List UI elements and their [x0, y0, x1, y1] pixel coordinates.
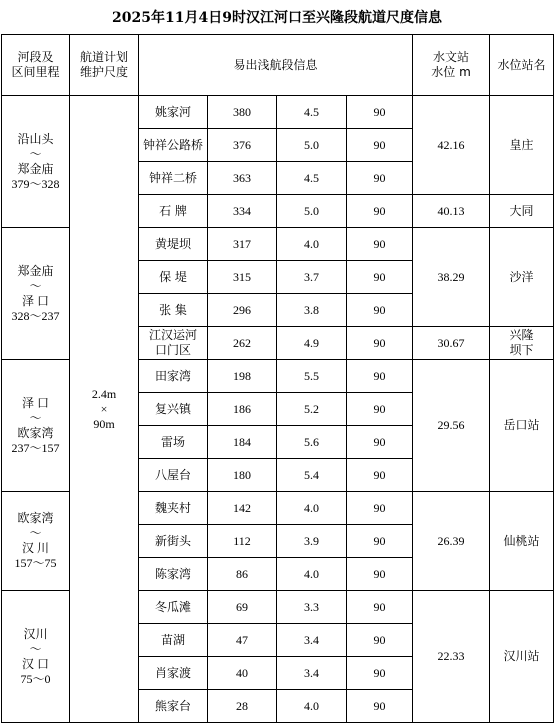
station-level: 22.33 [413, 591, 490, 723]
shallow-width: 90 [347, 459, 413, 492]
shallow-mileage: 40 [208, 657, 277, 690]
shallow-mileage: 86 [208, 558, 277, 591]
shallow-mileage: 380 [208, 96, 277, 129]
shallow-mileage: 262 [208, 327, 277, 360]
shallow-depth: 4.0 [277, 558, 347, 591]
shallow-mileage: 112 [208, 525, 277, 558]
shallow-depth: 3.4 [277, 657, 347, 690]
table-row [2, 96, 554, 129]
shallow-mileage: 69 [208, 591, 277, 624]
shallow-depth: 5.2 [277, 393, 347, 426]
shallow-name: 田家湾 [139, 360, 208, 393]
header-station-level: 水文站 水位 m [413, 35, 490, 96]
shallow-width: 90 [347, 591, 413, 624]
station-name: 沙洋 [490, 228, 554, 327]
channel-dimension-table [1, 34, 554, 723]
shallow-width: 90 [347, 294, 413, 327]
station-name: 大同 [490, 195, 554, 228]
shallow-width: 90 [347, 657, 413, 690]
segment-cell: 郑金庙 ～ 泽 口 328～237 [2, 228, 70, 360]
shallow-name: 江汉运河 口门区 [139, 327, 208, 360]
plan-dimension-cell: 2.4m × 90m [70, 96, 139, 723]
shallow-mileage: 28 [208, 690, 277, 723]
shallow-name: 熊家台 [139, 690, 208, 723]
segment-cell: 泽 口 ～ 欧家湾 237～157 [2, 360, 70, 492]
shallow-name: 魏夹村 [139, 492, 208, 525]
shallow-width: 90 [347, 492, 413, 525]
shallow-width: 90 [347, 129, 413, 162]
shallow-width: 90 [347, 558, 413, 591]
shallow-width: 90 [347, 327, 413, 360]
shallow-width: 90 [347, 96, 413, 129]
station-name: 皇庄 [490, 96, 554, 195]
shallow-width: 90 [347, 393, 413, 426]
shallow-depth: 5.6 [277, 426, 347, 459]
shallow-depth: 5.5 [277, 360, 347, 393]
shallow-depth: 5.4 [277, 459, 347, 492]
station-name: 仙桃站 [490, 492, 554, 591]
header-segment: 河段及 区间里程 [2, 35, 70, 96]
shallow-mileage: 315 [208, 261, 277, 294]
station-level: 26.39 [413, 492, 490, 591]
shallow-depth: 4.9 [277, 327, 347, 360]
shallow-depth: 3.7 [277, 261, 347, 294]
shallow-mileage: 363 [208, 162, 277, 195]
shallow-name: 冬瓜滩 [139, 591, 208, 624]
shallow-depth: 4.5 [277, 162, 347, 195]
shallow-depth: 3.8 [277, 294, 347, 327]
shallow-width: 90 [347, 525, 413, 558]
shallow-depth: 5.0 [277, 195, 347, 228]
shallow-width: 90 [347, 624, 413, 657]
shallow-name: 保 堤 [139, 261, 208, 294]
station-level: 40.13 [413, 195, 490, 228]
shallow-depth: 3.3 [277, 591, 347, 624]
shallow-depth: 4.0 [277, 228, 347, 261]
shallow-name: 姚家河 [139, 96, 208, 129]
shallow-depth: 4.0 [277, 492, 347, 525]
page-title: 2025年11月4日9时汉江河口至兴隆段航道尺度信息 [112, 10, 442, 26]
shallow-depth: 3.4 [277, 624, 347, 657]
station-level: 42.16 [413, 96, 490, 195]
segment-cell: 沿山头 ～ 郑金庙 379～328 [2, 96, 70, 228]
station-level: 38.29 [413, 228, 490, 327]
shallow-depth: 4.0 [277, 690, 347, 723]
station-name: 岳口站 [490, 360, 554, 492]
shallow-width: 90 [347, 261, 413, 294]
shallow-name: 张 集 [139, 294, 208, 327]
shallow-width: 90 [347, 195, 413, 228]
shallow-width: 90 [347, 426, 413, 459]
segment-cell: 汉川 ～ 汉 口 75～0 [2, 591, 70, 723]
shallow-mileage: 180 [208, 459, 277, 492]
segment-cell: 欧家湾 ～ 汉 川 157～75 [2, 492, 70, 591]
shallow-mileage: 317 [208, 228, 277, 261]
shallow-mileage: 296 [208, 294, 277, 327]
station-name: 汉川站 [490, 591, 554, 723]
shallow-name: 雷场 [139, 426, 208, 459]
shallow-depth: 3.9 [277, 525, 347, 558]
shallow-mileage: 376 [208, 129, 277, 162]
shallow-mileage: 198 [208, 360, 277, 393]
shallow-name: 钟祥二桥 [139, 162, 208, 195]
header-row [2, 35, 554, 96]
station-name: 兴隆 坝下 [490, 327, 554, 360]
header-plan-dimension: 航道计划 维护尺度 [70, 35, 139, 96]
shallow-name: 新街头 [139, 525, 208, 558]
shallow-width: 90 [347, 690, 413, 723]
shallow-width: 90 [347, 162, 413, 195]
shallow-mileage: 334 [208, 195, 277, 228]
shallow-name: 陈家湾 [139, 558, 208, 591]
shallow-name: 黄堤坝 [139, 228, 208, 261]
shallow-depth: 4.5 [277, 96, 347, 129]
header-shallow-info: 易出浅航段信息 [139, 35, 413, 96]
shallow-name: 钟祥公路桥 [139, 129, 208, 162]
shallow-name: 石 牌 [139, 195, 208, 228]
shallow-mileage: 47 [208, 624, 277, 657]
shallow-mileage: 184 [208, 426, 277, 459]
shallow-mileage: 142 [208, 492, 277, 525]
shallow-name: 复兴镇 [139, 393, 208, 426]
shallow-depth: 5.0 [277, 129, 347, 162]
shallow-width: 90 [347, 360, 413, 393]
shallow-width: 90 [347, 228, 413, 261]
station-level: 30.67 [413, 327, 490, 360]
station-level: 29.56 [413, 360, 490, 492]
shallow-name: 八屋台 [139, 459, 208, 492]
shallow-mileage: 186 [208, 393, 277, 426]
shallow-name: 肖家渡 [139, 657, 208, 690]
header-station-name: 水位站名 [490, 35, 554, 96]
shallow-name: 苗湖 [139, 624, 208, 657]
